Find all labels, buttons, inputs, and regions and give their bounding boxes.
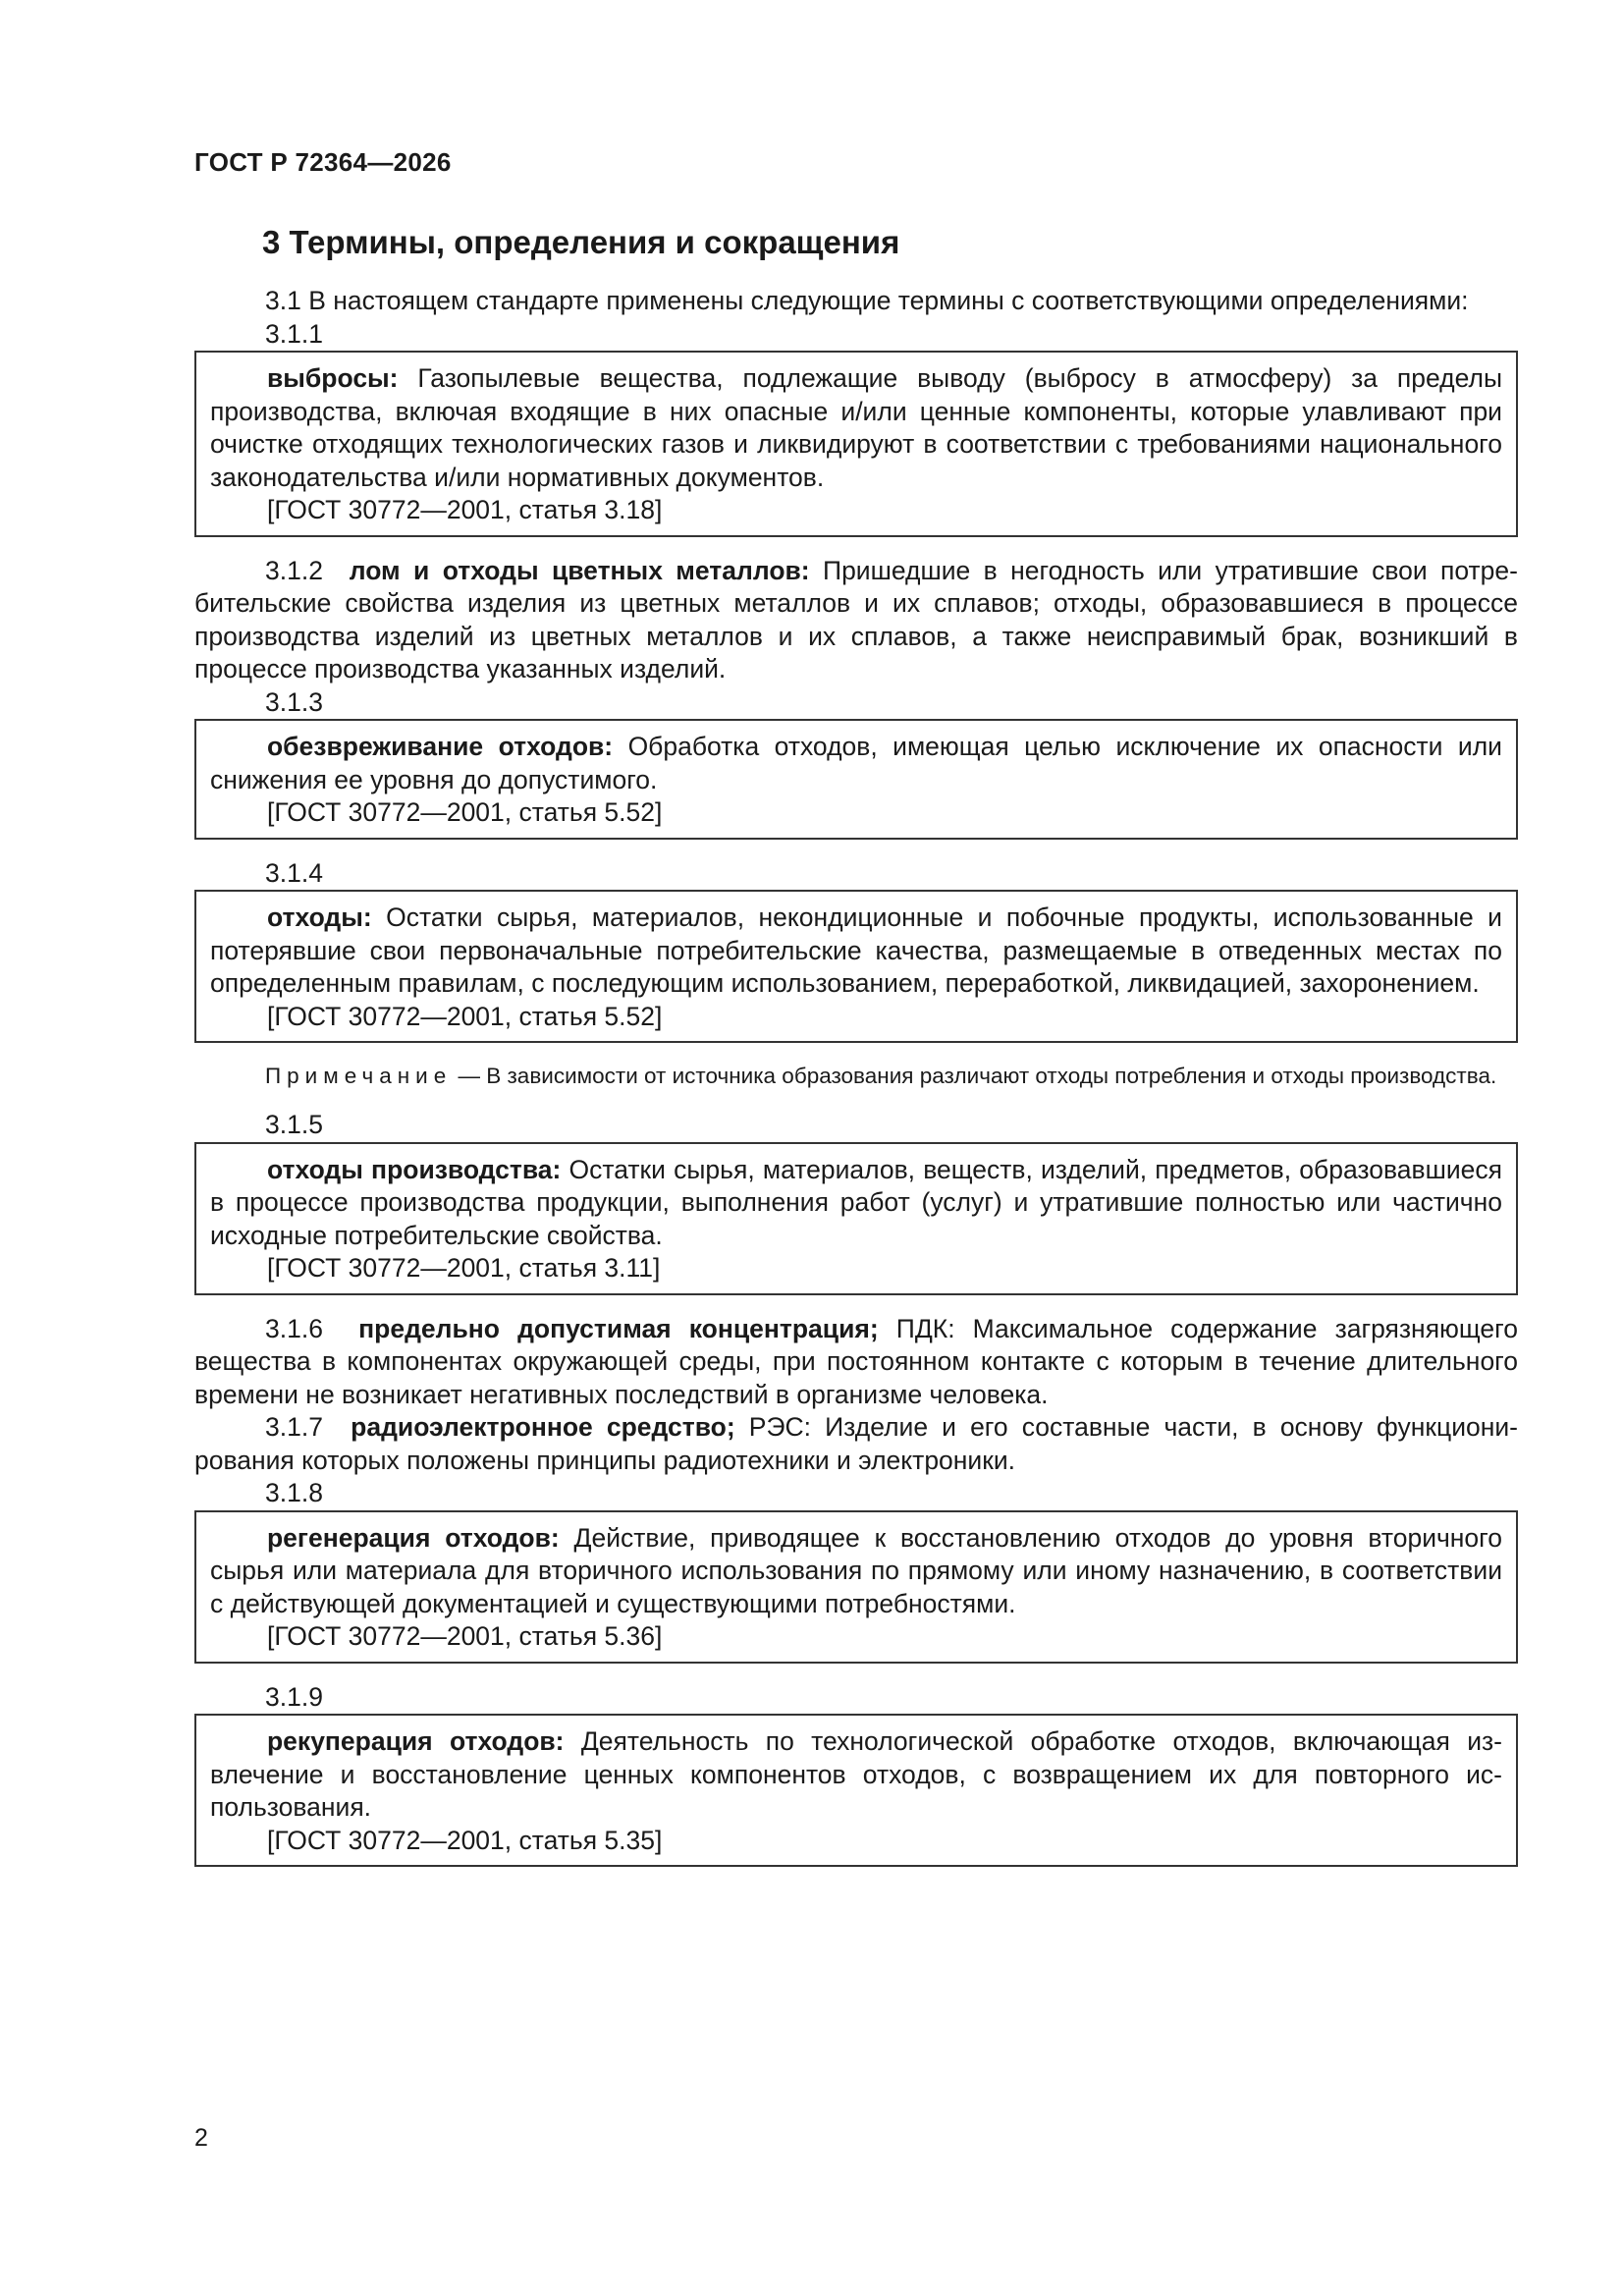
document-code: ГОСТ Р 72364—2026 xyxy=(194,147,452,177)
page-number: 2 xyxy=(194,2124,208,2152)
term-text: РЭС: Изделие и его составные части, в основу функционирования которых положены принципы радиотехники и электроники. xyxy=(194,1412,1518,1475)
term-number: 3.1.5 xyxy=(265,1110,323,1139)
term-number: 3.1.1 xyxy=(265,318,323,349)
section-title: 3 Термины, определения и сокращения xyxy=(262,224,900,260)
term-text: Остатки сырья, материалов, веществ, изделий, предметов, образовавшиеся в процессе производства продукции, выполнения работ (услуг) и утратившие полностью или частично исходные потребительские свойства. xyxy=(210,1154,1502,1250)
term-source: [ГОСТ 30772—2001, статья 3.18] xyxy=(267,495,663,524)
term-definition xyxy=(210,1725,1502,1825)
term-number: 3.1.2 xyxy=(265,555,323,585)
term-box xyxy=(194,890,1518,1043)
note xyxy=(194,1061,1518,1091)
content xyxy=(194,285,1518,1867)
term-definition xyxy=(194,1313,1518,1412)
term-source: [ГОСТ 30772—2001, статья 5.52] xyxy=(267,797,663,827)
term-number: 3.1.3 xyxy=(265,686,323,717)
term-number: 3.1.7 xyxy=(265,1412,323,1442)
term-name: отходы производства: xyxy=(267,1154,562,1184)
term-text: ПДК: Максимальное содержание загрязняющего вещества в компонентах окружающей среды, при постоянном контакте с которым в течение длительного времени не возникает негативных последствий в организме человека. xyxy=(194,1313,1518,1409)
term-box xyxy=(194,1510,1518,1664)
intro-paragraph: 3.1 В настоящем стандарте применены следующие термины с соответствующими определениями: xyxy=(265,286,1469,315)
term-name: регенерация отходов: xyxy=(267,1522,560,1553)
term-name: лом и отходы цветных металлов: xyxy=(349,555,810,585)
note-label: Примечание xyxy=(265,1064,453,1088)
term-definition xyxy=(210,362,1502,494)
term-text: Деятельность по технологической обработке отходов, включающая извлечение и восстановление ценных компонентов отходов, с возвращением их для повторного использования. xyxy=(210,1726,1502,1822)
term-text: Газопылевые вещества, подлежащие выводу (выбросу в атмосферу) за пределы производства, включая входящие в них опасные и/или ценные компоненты, которые улавливают при очистке отходящих технологических газов и ликвидируют в соответствии с требованиями национального законодательства и/или нормативных документов. xyxy=(210,363,1502,492)
term-number: 3.1.9 xyxy=(265,1681,323,1712)
term-name: отходы: xyxy=(267,902,372,932)
term-name: выбросы: xyxy=(267,363,399,393)
term-name: обезвреживание отходов: xyxy=(267,732,614,761)
term-definition xyxy=(210,731,1502,796)
note-text: — В зависимости от источника образования различают отходы потребления и отходы производства. xyxy=(452,1064,1497,1088)
term-number: 3.1.8 xyxy=(265,1478,323,1507)
term-definition xyxy=(210,902,1502,1001)
term-source: [ГОСТ 30772—2001, статья 3.11] xyxy=(267,1253,661,1283)
term-name: рекуперация отходов: xyxy=(267,1726,565,1756)
term-text: Действие, приводящее к восстановлению отходов до уровня вторичного сырья или материала для вторичного использования по прямому или иному назначению, в соответствии с действующей документацией и существующими потребностями. xyxy=(210,1522,1502,1618)
term-definition xyxy=(210,1154,1502,1253)
term-definition xyxy=(194,555,1518,686)
term-box xyxy=(194,1714,1518,1867)
term-number: 3.1.6 xyxy=(265,1313,323,1343)
term-box xyxy=(194,719,1518,840)
term-definition xyxy=(210,1522,1502,1621)
term-name: радиоэлектронное средство; xyxy=(351,1412,735,1442)
term-source: [ГОСТ 30772—2001, статья 5.36] xyxy=(267,1621,663,1651)
term-box xyxy=(194,351,1518,537)
term-box xyxy=(194,1142,1518,1295)
term-text: Остатки сырья, материалов, некондиционные и побочные продукты, использованные и потерявшие свои первоначальные потребительские качества, размещаемые в отведенных местах по определенным правилам, с последующим использованием, переработкой, ликвидацией, захоронением. xyxy=(210,902,1502,998)
term-source: [ГОСТ 30772—2001, статья 5.35] xyxy=(267,1825,663,1855)
term-definition xyxy=(194,1411,1518,1477)
term-number: 3.1.4 xyxy=(265,857,323,888)
term-source: [ГОСТ 30772—2001, статья 5.52] xyxy=(267,1001,663,1031)
term-text: Обработка отходов, имеющая целью исключение их опасности или снижения ее уровня до допустимого. xyxy=(210,732,1502,794)
term-text: Пришедшие в негодность или утратившие свои потребительские свойства изделия из цветных металлов и их сплавов; отходы, образовавшиеся в процессе производства изделий из цветных металлов и их сплавов, а также неисправимый брак, возникший в процессе производства указанных изделий. xyxy=(194,555,1518,683)
term-name: предельно допустимая концентрация; xyxy=(358,1313,879,1343)
